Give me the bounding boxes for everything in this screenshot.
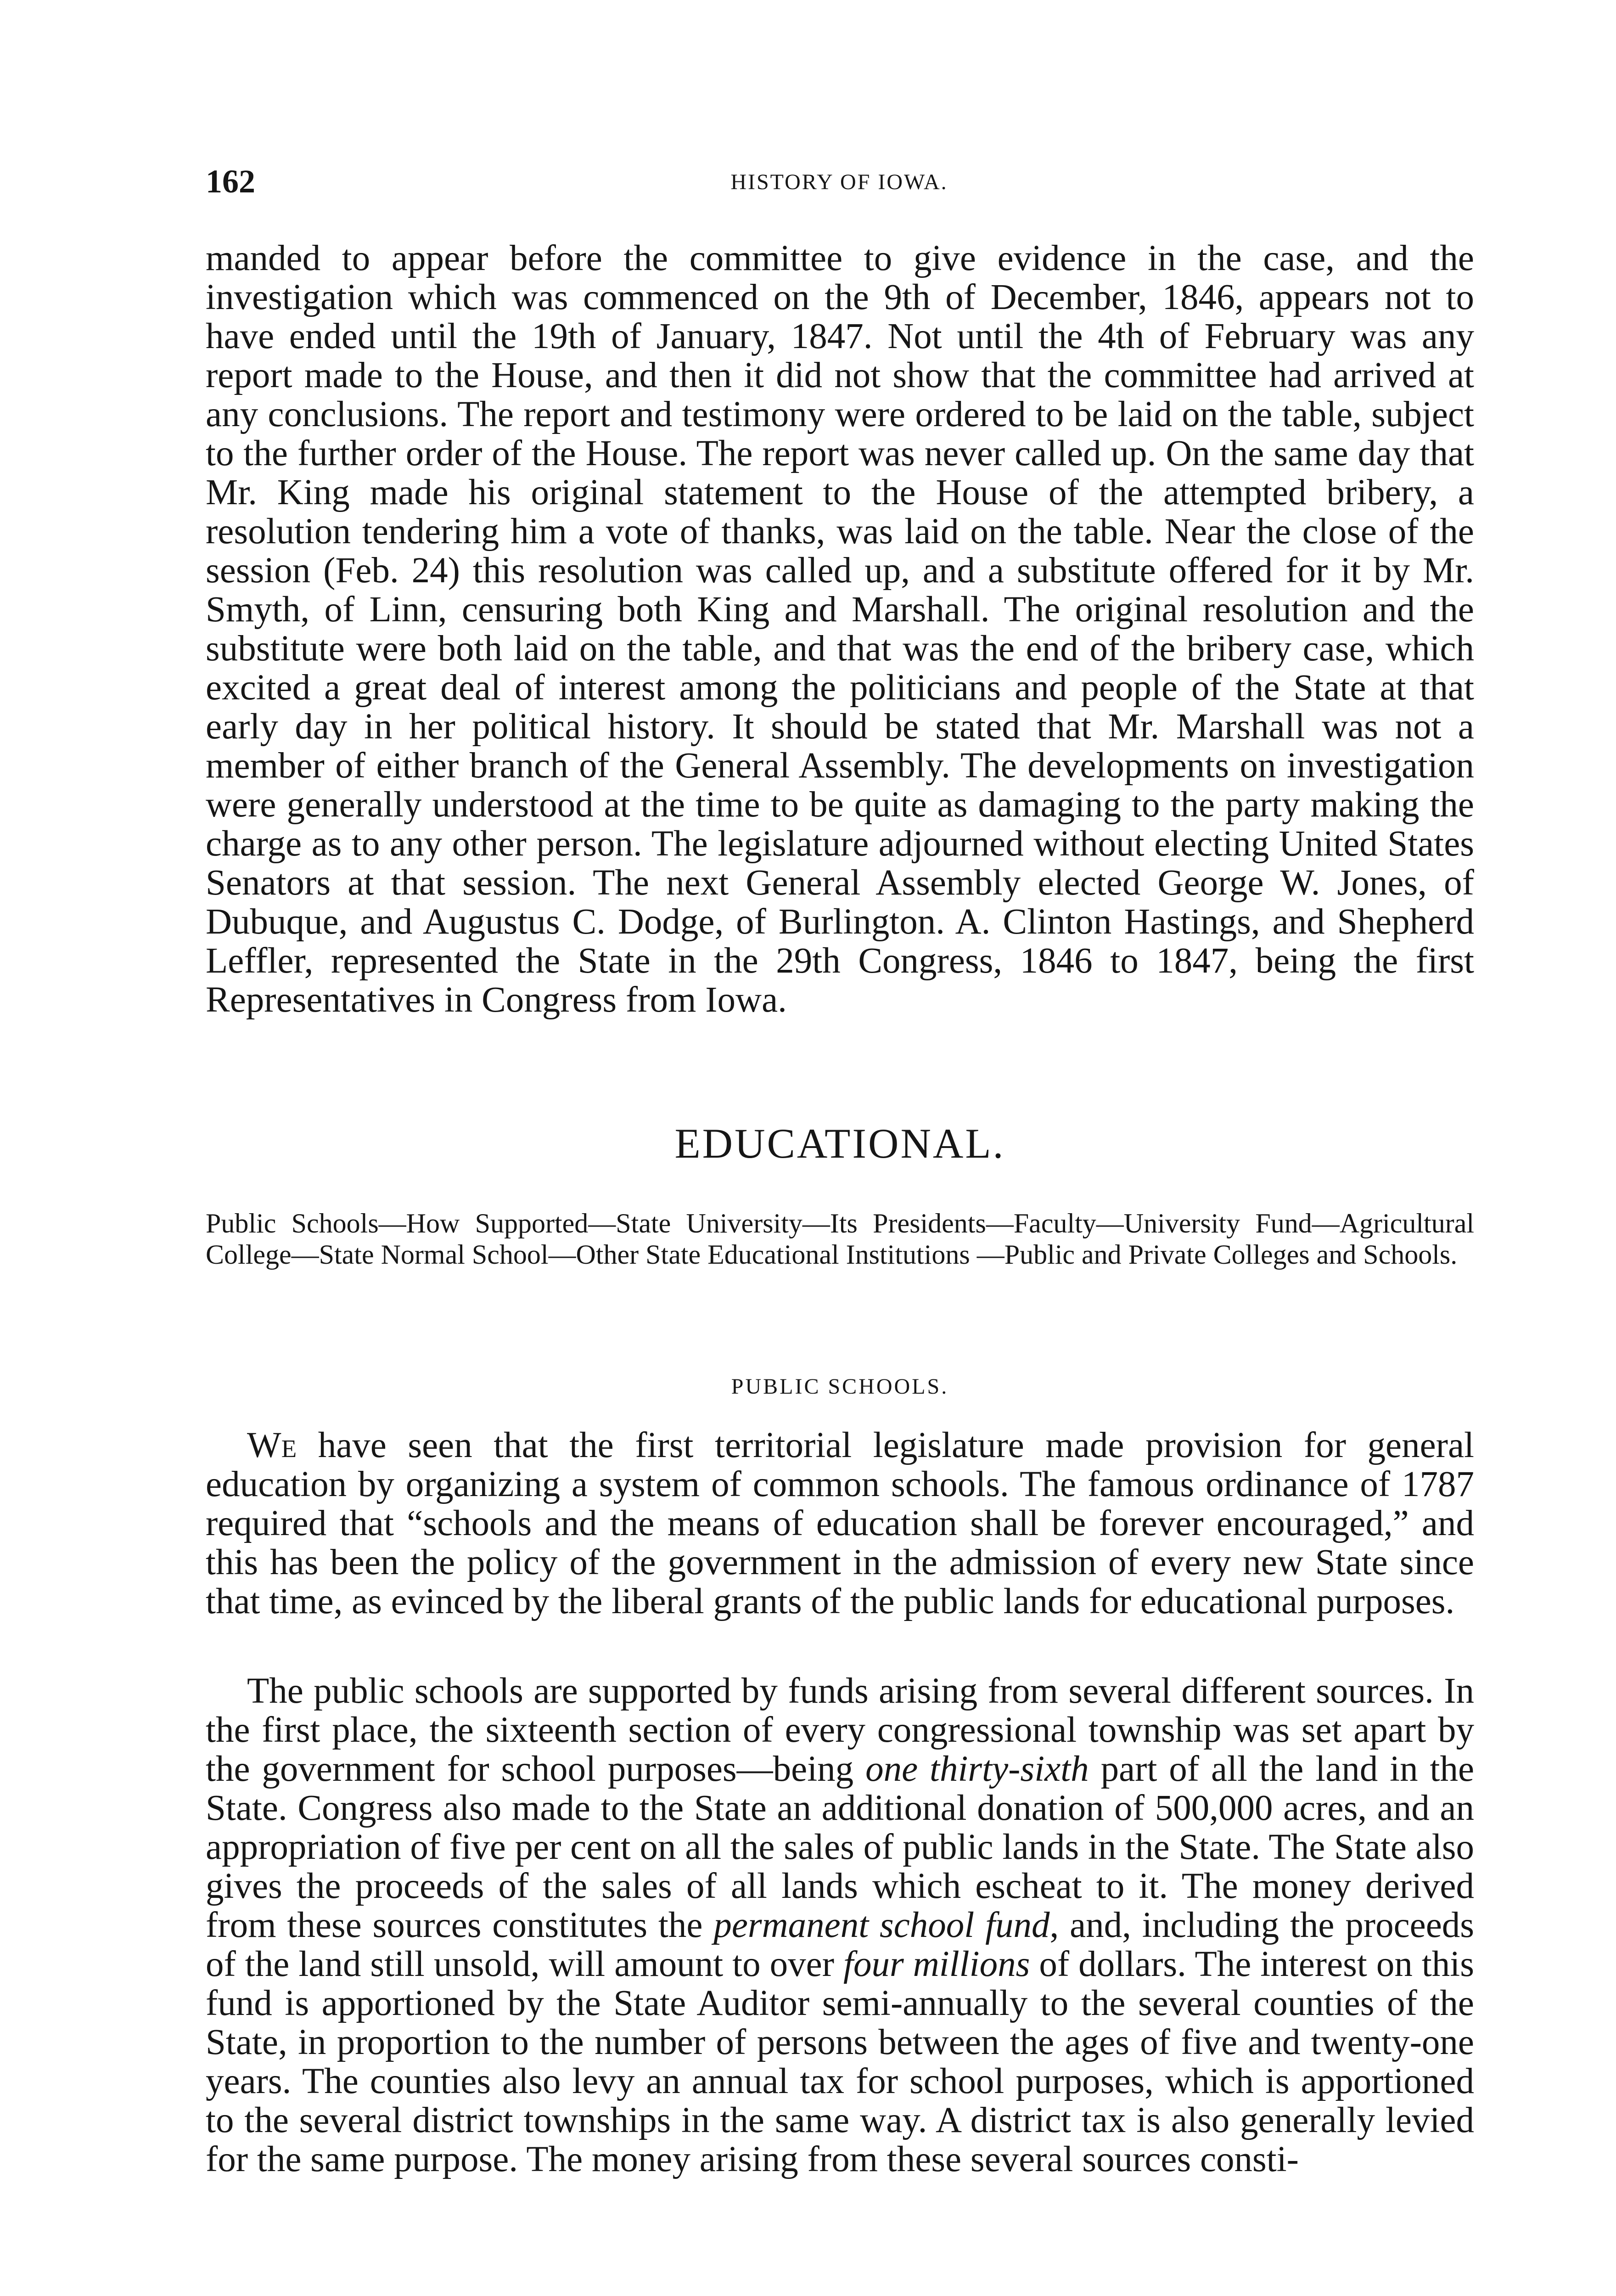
paragraph-school-funds bbox=[206, 1671, 1474, 2179]
paragraph-common-schools bbox=[206, 1426, 1474, 1621]
emphasis-permanent-school-fund: permanent school fund bbox=[713, 1905, 1050, 1945]
paragraph-bribery-case: manded to appear before the committee to give evidence in the case, and the investigation which was commenced on the 9th of December, 1846, appears not to have ended until the 19th of January, 1847. Not until the 4th of February was any report made to the House, and then it did not show that the committee had arrived at any conclusions. The report and testimony were ordered to be laid on the table, subject to the further order of the House. The report was never called up. On the same day that Mr. King made his original statement to the House of the attempted bribery, a resolution tendering him a vote of thanks, was laid on the table. Near the close of the session (Feb. 24) this resolution was called up, and a substitute offered for it by Mr. Smyth, of Linn, censuring both King and Marshall. The original resolution and the substitute were both laid on the table, and that was the end of the bribery case, which excited a great deal of interest among the politicians and people of the State at that early day in her political history. It should be stated that Mr. Marshall was not a member of either branch of the General Assembly. The developments on investigation were generally understood at the time to be quite as damaging to the party making the charge as to any other person. The legislature adjourned without electing United States Senators at that session. The next General Assembly elected George W. Jones, of Dubuque, and Augustus C. Dodge, of Burlington. A. Clinton Hastings, and Shepherd Leffler, represented the State in the 29th Congress, 1846 to 1847, being the first Representatives in Congress from Iowa. bbox=[206, 238, 1474, 1020]
running-head bbox=[206, 158, 1473, 209]
paragraph-text-part: of dollars. The interest on this fund is apportioned by the State Auditor semi-annually to the several counties of the State, in proportion to the number of persons between the ages of five and twenty-one years. The counties also levy an annual tax for school purposes, which is apportioned to the several district townships in the same way. A district tax is also generally levied for the same purpose. The money arising from these several sources consti- bbox=[206, 1944, 1474, 2179]
emphasis-four-millions: four millions bbox=[843, 1944, 1030, 1984]
paragraph-opening-word: We bbox=[247, 1425, 297, 1465]
emphasis-one-thirty-sixth: one thirty-sixth bbox=[865, 1749, 1089, 1789]
section-title: EDUCATIONAL. bbox=[674, 1120, 1005, 1167]
paragraph-text: have seen that the first territorial legislature made provision for general education by organizing a system of common schools. The famous ordinance of 1787 required that “schools and the means of education shall be forever encouraged,” and this has been the policy of the government in the admission of every new State since that time, as evinced by the liberal grants of the public lands for educational purposes. bbox=[206, 1425, 1474, 1621]
paragraph-text-part: The public schools are supported by funds arising from several different sources. In the first place, the sixteenth section of every congressional township was set apart by the government for school purposes—being bbox=[206, 1671, 1474, 1789]
page-number: 162 bbox=[206, 163, 255, 200]
paragraph-text-part: , and, including the proceeds of the land still unsold, will amount to over bbox=[206, 1905, 1475, 1984]
paragraph-text-part: part of all the land in the State. Congress also made to the State an additional donation of 500,000 acres, and an appropriation of five per cent on all the sales of public lands in the State. The State also gives the proceeds of the sales of all lands which escheat to it. The money derived from these sources constitutes the bbox=[206, 1749, 1475, 1945]
chapter-summary: Public Schools—How Supported—State University—Its Presidents—Faculty—University Fund—Agricultural College—State Normal School—Other State Educational Institutions —Public and Private Colleges and Schools. bbox=[206, 1208, 1474, 1270]
subheading-public-schools: PUBLIC SCHOOLS. bbox=[731, 1374, 949, 1399]
running-title: HISTORY OF IOWA. bbox=[730, 170, 948, 194]
